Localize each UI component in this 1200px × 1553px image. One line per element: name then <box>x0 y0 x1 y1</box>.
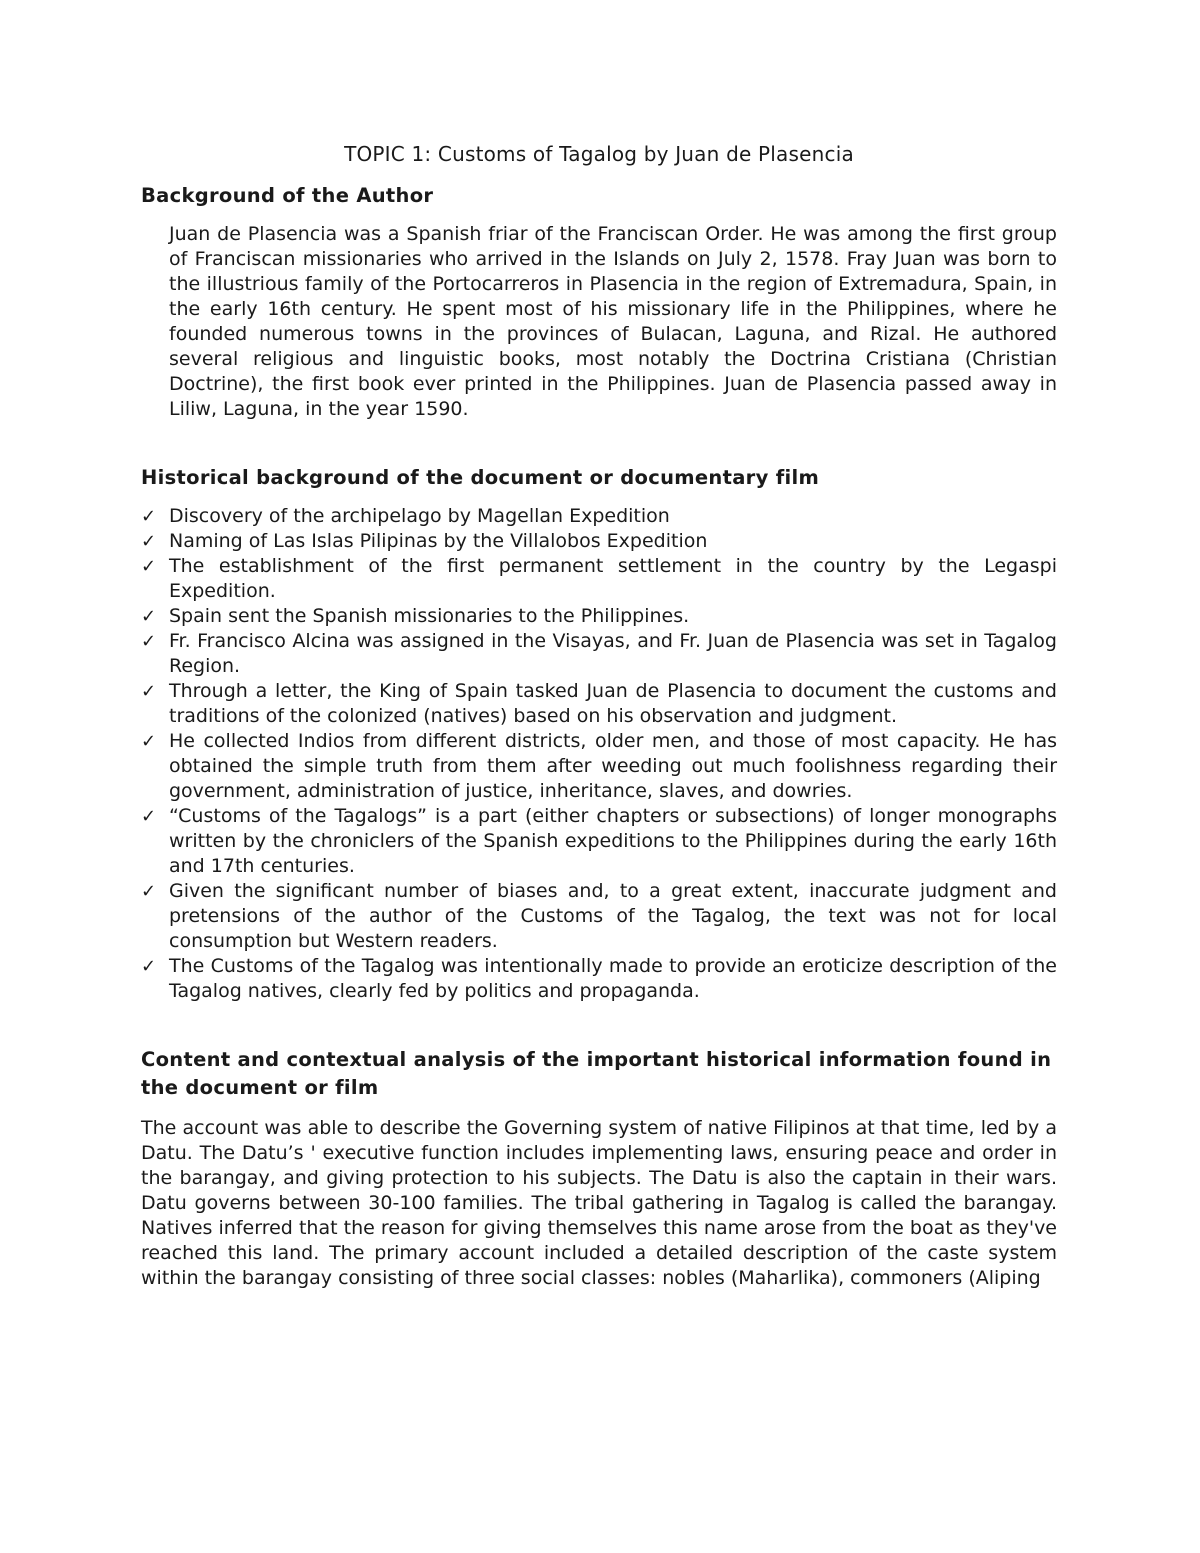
list-item-text: The establishment of the first permanent settlement in the country by the Legaspi Expedition. <box>169 555 1057 602</box>
checkmark-icon: ✓ <box>141 506 157 527</box>
spacer <box>141 1004 1057 1046</box>
section-heading-author: Background of the Author <box>141 184 434 207</box>
list-item <box>141 554 1057 604</box>
list-item-text: Through a letter, the King of Spain tasked Juan de Plasencia to document the customs and traditions of the colonized (natives) based on his observation and judgment. <box>169 680 1057 727</box>
checkmark-icon: ✓ <box>141 731 157 752</box>
spacer <box>141 1102 1057 1116</box>
spacer <box>141 210 1057 222</box>
spacer <box>141 422 1057 464</box>
list-item-text: Discovery of the archipelago by Magellan Expedition <box>169 505 670 527</box>
list-item-text: Given the significant number of biases and, to a great extent, inaccurate judgment and pretensions of the author of the Customs of the Tagalog, the text was not for local consumption but Western readers. <box>169 880 1057 952</box>
checkmark-icon: ✓ <box>141 881 157 902</box>
checkmark-icon: ✓ <box>141 681 157 702</box>
list-item-text: Fr. Francisco Alcina was assigned in the Visayas, and Fr. Juan de Plasencia was set in Tagalog Region. <box>169 630 1057 677</box>
list-item <box>141 729 1057 804</box>
checkmark-icon: ✓ <box>141 556 157 577</box>
list-item-text: Spain sent the Spanish missionaries to the Philippines. <box>169 605 690 627</box>
spacer <box>141 492 1057 504</box>
checkmark-icon: ✓ <box>141 631 157 652</box>
list-item <box>141 504 1057 529</box>
list-item <box>141 879 1057 954</box>
section-heading-content-analysis: Content and contextual analysis of the important historical information found in the document or film <box>141 1048 1052 1099</box>
historical-checklist <box>141 504 1057 1004</box>
document-page <box>141 140 1057 1291</box>
author-paragraph: Juan de Plasencia was a Spanish friar of the Franciscan Order. He was among the first group of Franciscan missionaries who arrived in the Islands on July 2, 1578. Fray Juan was born to the illustrious family of the Portocarreros in Plasencia in the region of Extremadura, Spain, in the early 16th century. He spent most of his missionary life in the Philippines, where he founded numerous towns in the provinces of Bulacan, Laguna, and Rizal. He authored several religious and linguistic books, most notably the Doctrina Cristiana (Christian Doctrine), the first book ever printed in the Philippines. Juan de Plasencia passed away in Liliw, Laguna, in the year 1590. <box>169 223 1057 420</box>
section-heading-historical: Historical background of the document or documentary film <box>141 466 820 489</box>
list-item <box>141 804 1057 879</box>
checkmark-icon: ✓ <box>141 606 157 627</box>
checkmark-icon: ✓ <box>141 531 157 552</box>
content-analysis-paragraph: The account was able to describe the Governing system of native Filipinos at that time, led by a Datu. The Datu’s ' executive function includes implementing laws, ensuring peace and order in the barangay, and giving protection to his subjects. The Datu is also the captain in their wars. Datu governs between 30-100 families. The tribal gathering in Tagalog is called the barangay. Natives inferred that the reason for giving themselves this name arose from the boat as they've reached this land. The primary account included a detailed description of the caste system within the barangay consisting of three social classes: nobles (Maharlika), commoners (Aliping <box>141 1117 1057 1289</box>
checkmark-icon: ✓ <box>141 806 157 827</box>
list-item <box>141 954 1057 1004</box>
checkmark-icon: ✓ <box>141 956 157 977</box>
list-item-text: He collected Indios from different districts, older men, and those of most capacity. He has obtained the simple truth from them after weeding out much foolishness regarding their government, administration of justice, inheritance, slaves, and dowries. <box>169 730 1057 802</box>
list-item <box>141 529 1057 554</box>
list-item-text: “Customs of the Tagalogs” is a part (either chapters or subsections) of longer monographs written by the chroniclers of the Spanish expeditions to the Philippines during the early 16th and 17th centuries. <box>169 805 1057 877</box>
document-title: TOPIC 1: Customs of Tagalog by Juan de Plasencia <box>344 142 854 166</box>
list-item-text: Naming of Las Islas Pilipinas by the Villalobos Expedition <box>169 530 708 552</box>
list-item <box>141 679 1057 729</box>
list-item-text: The Customs of the Tagalog was intentionally made to provide an eroticize description of the Tagalog natives, clearly fed by politics and propaganda. <box>169 955 1057 1002</box>
list-item <box>141 629 1057 679</box>
list-item <box>141 604 1057 629</box>
